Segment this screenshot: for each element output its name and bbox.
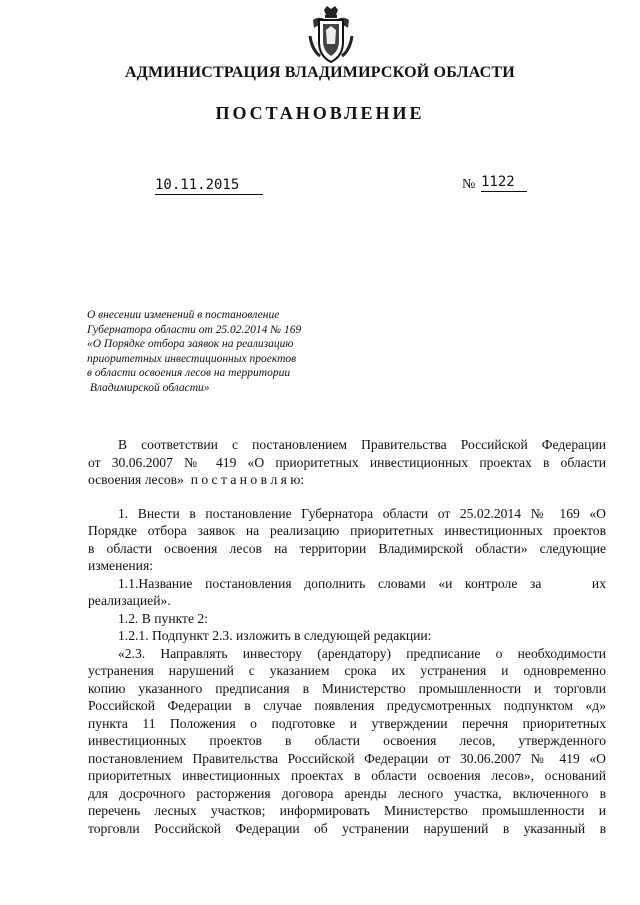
quote-line: копию указанного предписания в Министерство промышленности и торговли xyxy=(88,680,606,696)
quote-line: приоритетных инвестиционных проектах в области освоения лесов», оснований xyxy=(88,768,606,783)
preamble-line: от 30.06.2007 № 419 «О приоритетных инвестиционных проектах в области xyxy=(88,454,606,470)
document-subject xyxy=(87,308,357,396)
subject-line: Губернатора области от 25.02.2014 № 169 xyxy=(87,323,302,336)
quote-line: Российской Федерации в случае появления предусмотренных подпунктом «д» xyxy=(88,698,606,713)
item-1-1-line: 1.1.Название постановления дополнить словами «и контроле за их xyxy=(118,575,606,591)
coat-of-arms-icon xyxy=(308,6,354,64)
item-1-2-1: 1.2.1. Подпункт 2.3. изложить в следующей редакции: xyxy=(118,628,432,643)
item-1-1-line: реализацией». xyxy=(88,593,171,608)
document-body xyxy=(88,436,606,837)
preamble-line: освоения лесов» п о с т а н о в л я ю: xyxy=(88,472,305,487)
organization-title: АДМИНИСТРАЦИЯ ВЛАДИМИРСКОЙ ОБЛАСТИ xyxy=(125,64,515,81)
quote-line: перечень лесных участков; информировать Министерство промышленности и xyxy=(88,803,606,818)
subject-line: в области освоения лесов на территории xyxy=(87,367,291,380)
subject-line: О внесении изменений в постановление xyxy=(87,309,280,321)
subject-line: Владимирской области» xyxy=(87,381,210,394)
quote-line: инвестиционных проектов в области освоения лесов, утвержденного xyxy=(88,733,606,748)
document-number: 1122 xyxy=(481,174,527,192)
item-1-line: в области освоения лесов на территории Владимирской области» следующие xyxy=(88,540,606,556)
subject-line: «О Порядке отбора заявок на реализацию xyxy=(87,338,294,351)
item-1-line: изменения: xyxy=(88,558,153,573)
quote-line: торговли Российской Федерации об устранении нарушений в указанный в xyxy=(88,820,606,836)
quote-line: постановлением Правительства Российской Федерации от 30.06.2007 № 419 «О xyxy=(88,750,606,766)
item-1-2: 1.2. В пункте 2: xyxy=(118,610,208,626)
document-date: 10.11.2015 xyxy=(155,177,263,195)
quote-line: «2.3. Направлять инвестору (арендатору) предписание о необходимости xyxy=(118,645,606,661)
document-type-title: ПОСТАНОВЛЕНИЕ xyxy=(215,103,425,123)
quote-line: пункта 11 Положения о подготовке и утверждении перечня приоритетных xyxy=(88,715,606,731)
quote-line: для досрочного расторжения договора аренды лесного участка, включенного в xyxy=(88,785,606,801)
item-1-line: 1. Внести в постановление Губернатора области от 25.02.2014 № 169 «О xyxy=(118,505,606,521)
preamble-line: В соответствии с постановлением Правительства Российской Федерации xyxy=(118,437,606,452)
quote-line: устранения нарушений с указанием срока их устранения и одновременно xyxy=(88,663,606,678)
subject-line: приоритетных инвестиционных проектов xyxy=(87,352,297,365)
item-1-line: Порядке отбора заявок на реализацию приоритетных инвестиционных проектов xyxy=(88,523,606,538)
number-sign: № xyxy=(462,177,476,192)
